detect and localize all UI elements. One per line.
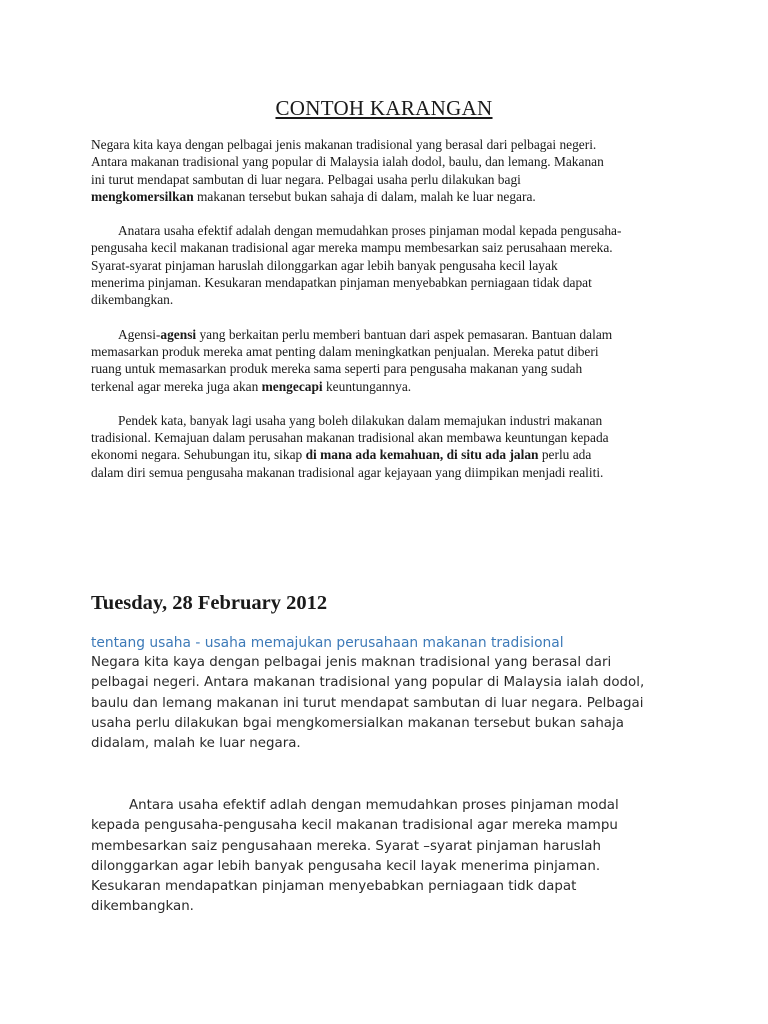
- blog-text: membesarkan saiz pengusahaan mereka. Syarat –syarat pinjaman haruslah: [91, 838, 601, 854]
- essay-bold-text: agensi: [160, 326, 197, 342]
- essay-text: tradisional. Kemajuan dalam perusahan makanan tradisional akan membawa keuntungan kepada: [91, 430, 609, 446]
- essay-text: memasarkan produk mereka amat penting dalam meningkatkan penjualan. Mereka patut diberi: [91, 343, 599, 359]
- essay-text: makanan tersebut bukan sahaja di dalam, malah ke luar negara.: [193, 188, 536, 204]
- blog-date-heading: Tuesday, 28 February 2012: [91, 592, 328, 614]
- essay-text: keuntungannya.: [322, 378, 412, 394]
- page-title: CONTOH KARANGAN: [275, 96, 493, 120]
- essay-text: terkenal agar mereka juga akan: [91, 378, 262, 394]
- essay-body: [91, 136, 691, 498]
- essay-text: Syarat-syarat pinjaman haruslah dilonggarkan agar lebih banyak pengusaha kecil layak: [91, 257, 558, 273]
- blog-text: usaha perlu dilakukan bgai mengkomersialkan makanan tersebut bukan sahaja: [91, 715, 624, 731]
- essay-text: pengusaha kecil makanan tradisional agar mereka mampu membesarkan saiz perusahaan mereka.: [91, 240, 613, 256]
- blog-text: Negara kita kaya dengan pelbagai jenis maknan tradisional yang berasal dari: [91, 655, 612, 671]
- essay-paragraph-4: [91, 412, 691, 481]
- essay-text: dalam diri semua pengusaha makanan tradisional agar kejayaan yang diimpikan menjadi realiti.: [91, 464, 604, 480]
- essay-text: Anatara usaha efektif adalah dengan memudahkan proses pinjaman modal kepada pengusaha-: [118, 223, 622, 239]
- essay-text: Negara kita kaya dengan pelbagai jenis makanan tradisional yang berasal dari pelbagai negeri.: [91, 137, 597, 152]
- essay-text: dikembangkan.: [91, 292, 174, 308]
- essay-text: ruang untuk memasarkan produk mereka sama seperti para pengusaha makanan yang sudah: [91, 361, 583, 377]
- blog-post-title: tentang usaha - usaha memajukan perusahaan makanan tradisional: [91, 635, 564, 651]
- essay-paragraph-1: [91, 136, 691, 205]
- blog-text: Kesukaran mendapatkan pinjaman menyebabkan perniagaan tidk dapat: [91, 879, 577, 895]
- essay-text: menerima pinjaman. Kesukaran mendapatkan pinjaman menyebabkan perniagaan tidak dapat: [91, 275, 592, 291]
- essay-paragraph-3: [91, 326, 691, 395]
- essay-text: Pendek kata, banyak lagi usaha yang boleh dilakukan dalam memajukan industri makanan: [118, 412, 603, 428]
- blog-paragraph-2: [91, 796, 691, 917]
- essay-paragraph-2: [91, 222, 691, 308]
- blog-text: baulu dan lemang makanan ini turut mendapat sambutan di luar negara. Pelbagai: [91, 695, 644, 711]
- blog-text: dikembangkan.: [91, 899, 194, 915]
- blog-text: Antara usaha efektif adlah dengan memudahkan proses pinjaman modal: [129, 798, 619, 814]
- blog-text: didalam, malah ke luar negara.: [91, 736, 301, 752]
- essay-bold-text: mengecapi: [261, 378, 323, 394]
- essay-text: Antara makanan tradisional yang popular di Malaysia ialah dodol, baulu, dan lemang. Makanan: [91, 154, 604, 170]
- essay-text: ekonomi negara. Sehubungan itu, sikap: [91, 447, 306, 463]
- blog-text: kepada pengusaha-pengusaha kecil makanan tradisional agar mereka mampu: [91, 818, 618, 834]
- essay-text: yang berkaitan perlu memberi bantuan dari aspek pemasaran. Bantuan dalam: [196, 326, 613, 342]
- essay-text: Agensi-: [118, 326, 161, 342]
- essay-bold-text: mengkomersilkan: [91, 188, 194, 204]
- essay-text: perlu ada: [538, 447, 592, 463]
- essay-bold-text: di mana ada kemahuan, di situ ada jalan: [305, 447, 539, 463]
- blog-text: dilonggarkan agar lebih banyak pengusaha kecil layak menerima pinjaman.: [91, 858, 601, 874]
- blog-text: pelbagai negeri. Antara makanan tradisional yang popular di Malaysia ialah dodol,: [91, 675, 645, 691]
- essay-text: ini turut mendapat sambutan di luar negara. Pelbagai usaha perlu dilakukan bagi: [91, 171, 521, 187]
- blog-post: [91, 633, 691, 917]
- blog-paragraph-1: [91, 653, 691, 754]
